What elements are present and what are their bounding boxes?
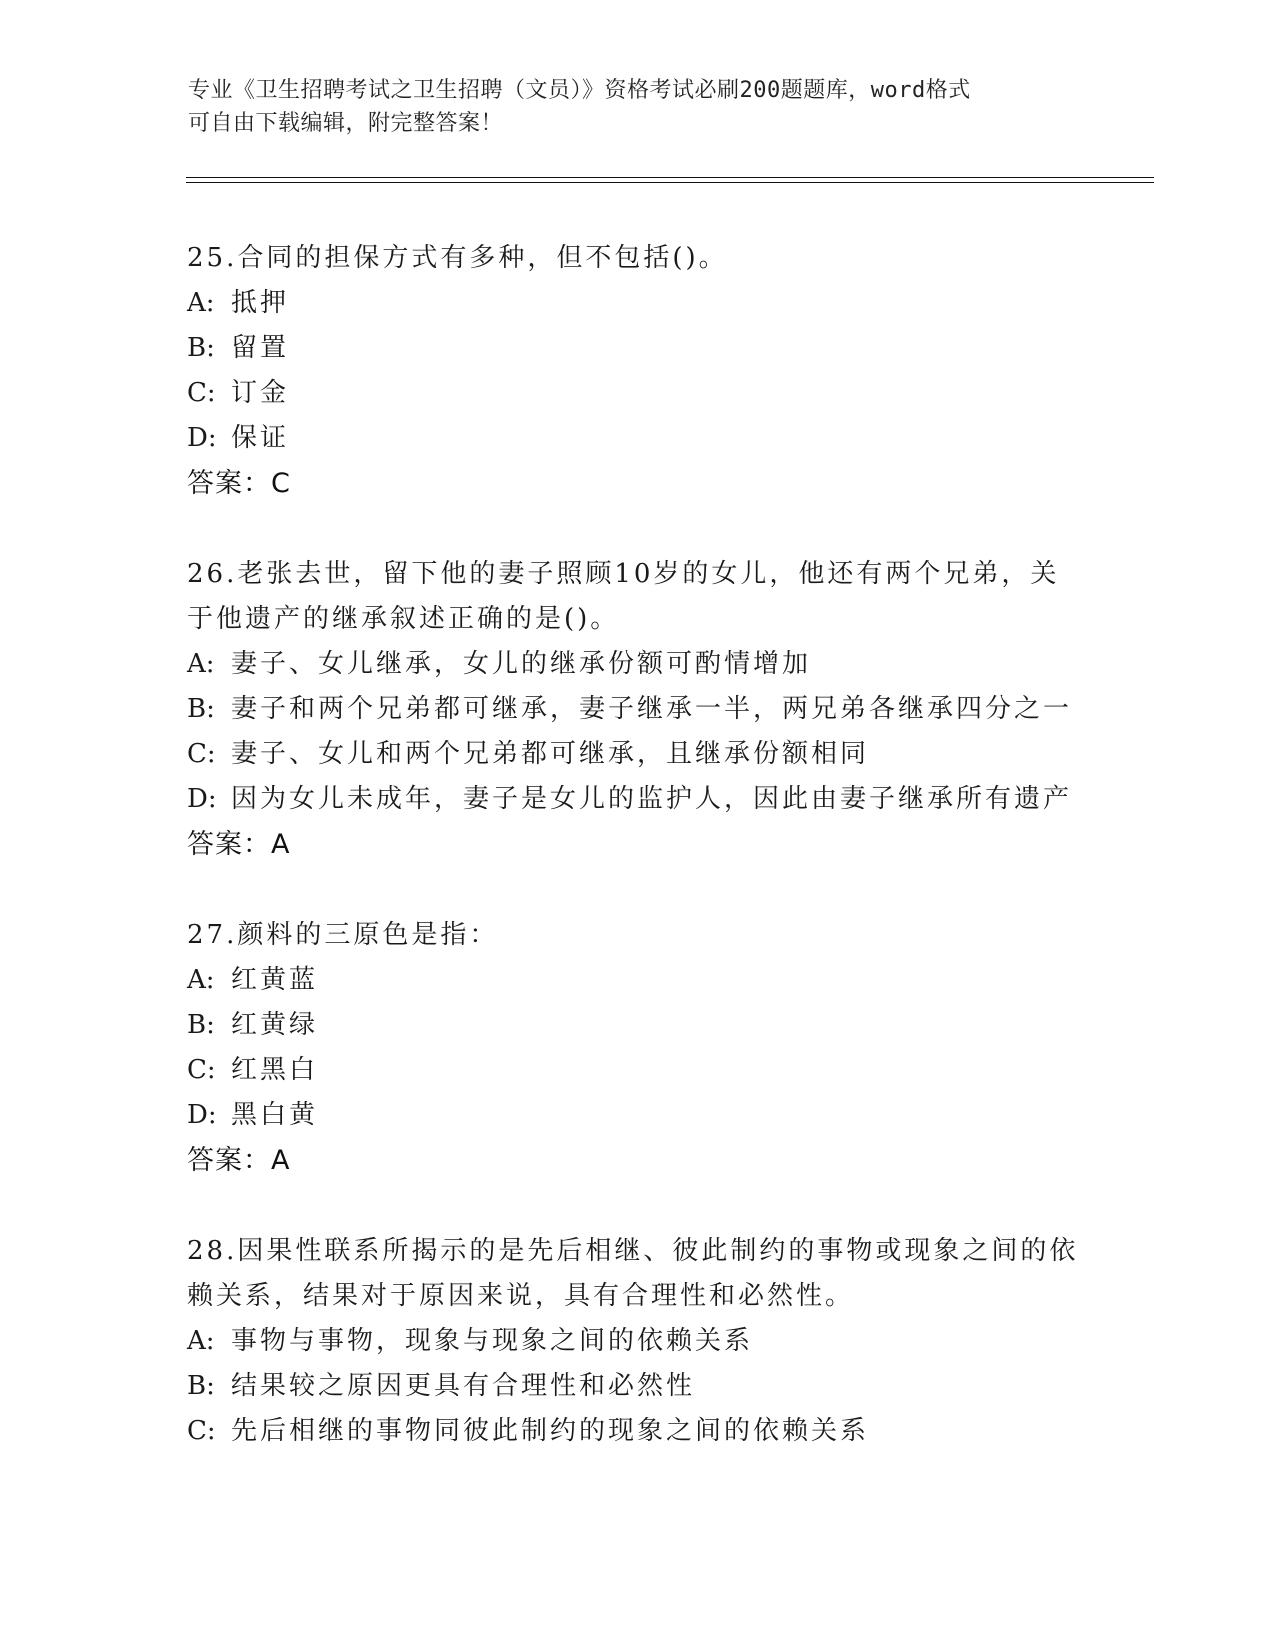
option-text: 黑白黄: [231, 1100, 319, 1130]
question-list: [187, 236, 1087, 1500]
option-text: 保证: [231, 423, 290, 453]
option-text: 红黄绿: [231, 1010, 319, 1040]
option-d: [187, 1093, 1087, 1138]
option-text: 先后相继的事物同彼此制约的现象之间的依赖关系: [231, 1416, 870, 1446]
option-text: 妻子、女儿和两个兄弟都可继承，且继承份额相同: [231, 739, 870, 769]
answer-line: 答案：A: [187, 1145, 291, 1176]
header-line-2: 可自由下载编辑，附完整答案！: [188, 111, 504, 136]
header-rule-bottom: [186, 182, 1154, 183]
option-a: [187, 281, 1087, 326]
option-letter: C:: [187, 1055, 216, 1085]
header-rule-top: [186, 177, 1154, 178]
option-c: [187, 732, 1087, 777]
option-b: [187, 1003, 1087, 1048]
option-d: [187, 777, 1087, 822]
option-text: 红黑白: [231, 1055, 319, 1085]
option-text: 妻子、女儿继承，女儿的继承份额可酌情增加: [231, 649, 812, 679]
option-a: [187, 642, 1087, 687]
option-c: [187, 1048, 1087, 1093]
option-letter: D:: [187, 423, 217, 453]
option-b: [187, 1364, 1087, 1409]
option-letter: C:: [187, 739, 216, 769]
option-letter: A:: [187, 965, 215, 995]
option-letter: D:: [187, 1100, 217, 1130]
option-text: 红黄蓝: [231, 965, 319, 995]
option-letter: A:: [187, 649, 215, 679]
option-a: [187, 958, 1087, 1003]
question-text: 28.因果性联系所揭示的是先后相继、彼此制约的事物或现象之间的依赖关系，结果对于原因来说，具有合理性和必然性。: [187, 1236, 1079, 1311]
document-header: [188, 74, 1068, 140]
header-line-1: 专业《卫生招聘考试之卫生招聘（文员）》资格考试必刷200题题库，word格式: [188, 78, 971, 103]
option-text: 留置: [231, 333, 290, 363]
option-letter: A:: [187, 288, 215, 318]
question-27: [187, 913, 1087, 1183]
option-b: [187, 326, 1087, 371]
option-letter: C:: [187, 1416, 216, 1446]
option-letter: B:: [187, 1010, 215, 1040]
option-text: 妻子和两个兄弟都可继承，妻子继承一半，两兄弟各继承四分之一: [231, 694, 1073, 724]
option-b: [187, 687, 1087, 732]
question-text: 27.颜料的三原色是指：: [187, 920, 499, 950]
option-letter: A:: [187, 1326, 215, 1356]
option-letter: B:: [187, 333, 215, 363]
option-text: 事物与事物，现象与现象之间的依赖关系: [231, 1326, 754, 1356]
option-letter: B:: [187, 694, 215, 724]
answer-line: 答案：A: [187, 829, 291, 860]
option-text: 抵押: [231, 288, 290, 318]
option-text: 因为女儿未成年，妻子是女儿的监护人，因此由妻子继承所有遗产: [231, 784, 1073, 814]
question-25: [187, 236, 1087, 506]
question-28: [187, 1229, 1087, 1454]
option-letter: B:: [187, 1371, 215, 1401]
option-d: [187, 416, 1087, 461]
option-text: 订金: [231, 378, 290, 408]
option-text: 结果较之原因更具有合理性和必然性: [231, 1371, 696, 1401]
question-26: [187, 552, 1087, 867]
option-a: [187, 1319, 1087, 1364]
question-text: 25.合同的担保方式有多种，但不包括()。: [187, 243, 728, 273]
question-text: 26.老张去世，留下他的妻子照顾10岁的女儿，他还有两个兄弟，关于他遗产的继承叙述正确的是()。: [187, 559, 1060, 634]
option-c: [187, 1409, 1087, 1454]
option-letter: D:: [187, 784, 217, 814]
option-c: [187, 371, 1087, 416]
option-letter: C:: [187, 378, 216, 408]
answer-line: 答案：C: [187, 468, 291, 499]
